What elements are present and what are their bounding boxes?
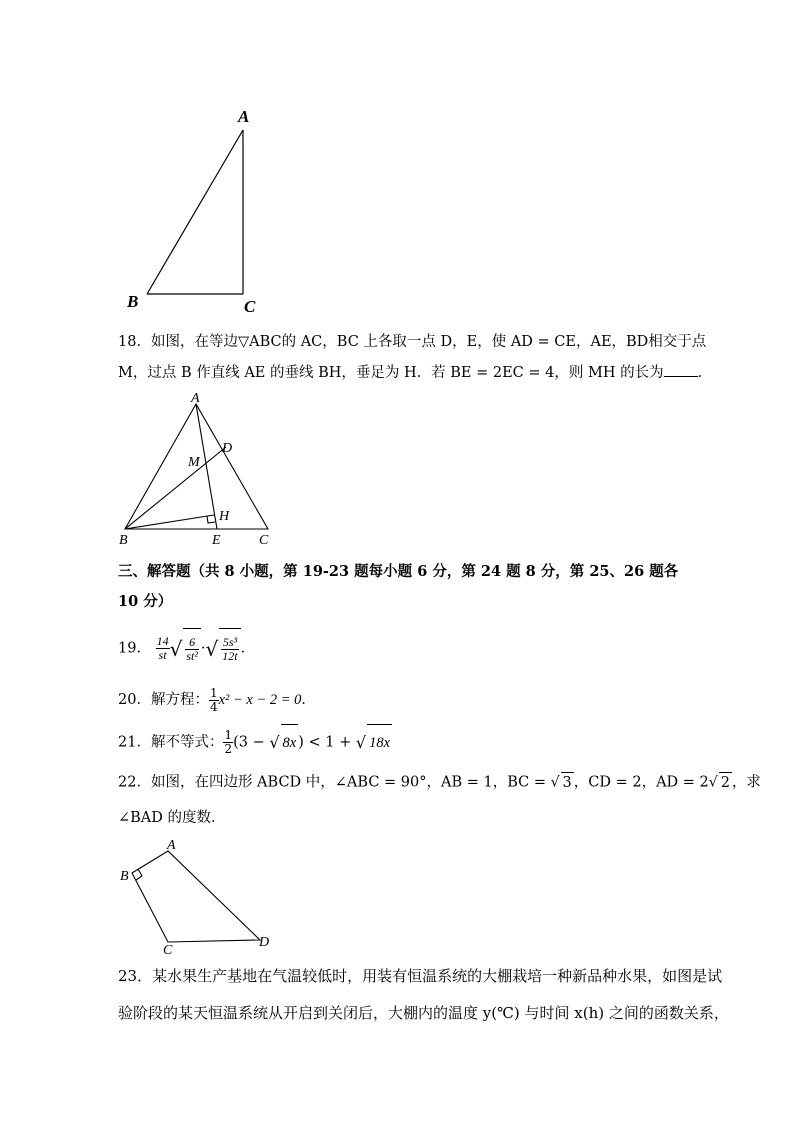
radical-sign: √ — [169, 636, 183, 661]
question-21-prefix: 21．解不等式： — [118, 734, 224, 751]
radicand-1 — [183, 628, 201, 669]
answer-blank[interactable] — [664, 362, 698, 377]
fraction-denominator: 2 — [224, 742, 233, 756]
figure-quadrilateral-abcd — [112, 835, 282, 955]
fraction-numerator: 6 — [185, 636, 199, 650]
label-c: C — [163, 943, 173, 955]
vertex-label-a: A — [238, 107, 250, 126]
question-19 — [118, 628, 255, 668]
vertex-label-c: C — [244, 297, 256, 316]
radicand-8x: 8x — [281, 724, 299, 761]
radical-sign: √ — [269, 732, 280, 752]
dot-operator: · — [200, 640, 206, 657]
section-3-heading-line-1: 三、解答题（共 8 小题，第 19-23 题每小题 6 分，第 24 题 8 分，第 25、26 题各 — [118, 563, 679, 580]
fraction-14-over-st — [156, 635, 170, 662]
label-c: C — [259, 533, 269, 548]
radicand-18x: 18x — [367, 724, 392, 761]
fraction-one-half — [223, 729, 233, 756]
radical-sign: √ — [550, 774, 560, 791]
radicand-3: 3 — [561, 772, 574, 793]
label-e: E — [212, 533, 221, 548]
question-23-line-2: 验阶段的某天恒温系统从开启到关闭后，大棚内的温度 y(℃) 与时间 x(h) 之间的函数关系， — [118, 1004, 729, 1022]
radicand-2 — [219, 628, 240, 669]
vertex-label-b: B — [127, 292, 139, 311]
question-20-end: ． — [301, 692, 316, 708]
question-18-line-2-end: ． — [697, 365, 713, 381]
label-b: B — [119, 533, 128, 548]
fraction-denominator: st² — [186, 648, 198, 663]
section-3-heading-line-2: 10 分） — [118, 593, 173, 610]
question-20 — [118, 682, 316, 718]
fraction-denominator: st — [158, 648, 167, 662]
radical-sign: √ — [355, 732, 367, 752]
fraction-numerator: 14 — [156, 634, 169, 648]
side-ab — [147, 130, 243, 294]
right-angle-mark — [207, 516, 215, 523]
quadrilateral-abcd — [132, 851, 260, 942]
radical-sign: √ — [708, 774, 718, 791]
label-a: A — [191, 391, 200, 406]
segment-bh — [125, 515, 214, 529]
figure-right-triangle-abc — [120, 100, 280, 320]
fraction-one-quarter — [209, 687, 219, 714]
question-22-line-1-end: ，求 — [731, 774, 761, 791]
question-18-line-2-text: M，过点 B 作直线 AE 的垂线 BH，垂足为 H．若 BE = 2EC = 4，则 MH 的长为 — [118, 365, 664, 381]
question-22-line-1 — [118, 772, 761, 793]
question-21 — [118, 724, 392, 760]
question-22-line-1-mid: ，CD = 2，AD = 2 — [573, 774, 709, 791]
fraction-numerator: 5s³ — [222, 634, 238, 649]
radicand-2: 2 — [719, 772, 732, 793]
question-19-end: ． — [240, 640, 256, 657]
fraction-denominator: 4 — [209, 699, 218, 714]
label-a: A — [167, 838, 176, 853]
figure-equilateral-triangle — [112, 390, 282, 550]
question-22-line-2: ∠BAD 的度数． — [118, 810, 226, 826]
label-b: B — [120, 869, 129, 884]
fraction-denominator: 12t — [222, 648, 238, 663]
radical-sign: √ — [205, 636, 219, 661]
inequality-part-a: (3 − — [233, 734, 270, 751]
question-18-line-1: 18．如图，在等边▽ABC的 AC，BC 上各取一点 D，E，使 AD = CE，AE，BD相交于点 — [118, 334, 707, 350]
segment-bd — [125, 447, 226, 529]
question-20-prefix: 20．解方程： — [118, 692, 209, 708]
fraction-numerator: 1 — [209, 685, 218, 700]
question-23-line-1: 23．某水果生产基地在气温较低时，用装有恒温系统的大棚栽培一种新品种水果，如图是试 — [118, 967, 723, 985]
label-d: D — [222, 441, 233, 456]
question-22-line-1-text: 22．如图，在四边形 ABCD 中，∠ABC = 90°，AB = 1，BC = — [118, 774, 551, 791]
label-d: D — [259, 935, 270, 950]
inequality-part-b: ) < 1 + — [298, 734, 356, 751]
label-m: M — [188, 455, 200, 470]
equation-expression: x² − x − 2 = 0 — [218, 692, 302, 708]
label-h: H — [219, 509, 230, 524]
fraction-numerator: 1 — [224, 728, 233, 742]
question-18-line-2 — [118, 362, 712, 383]
question-19-number: 19． — [118, 640, 151, 657]
